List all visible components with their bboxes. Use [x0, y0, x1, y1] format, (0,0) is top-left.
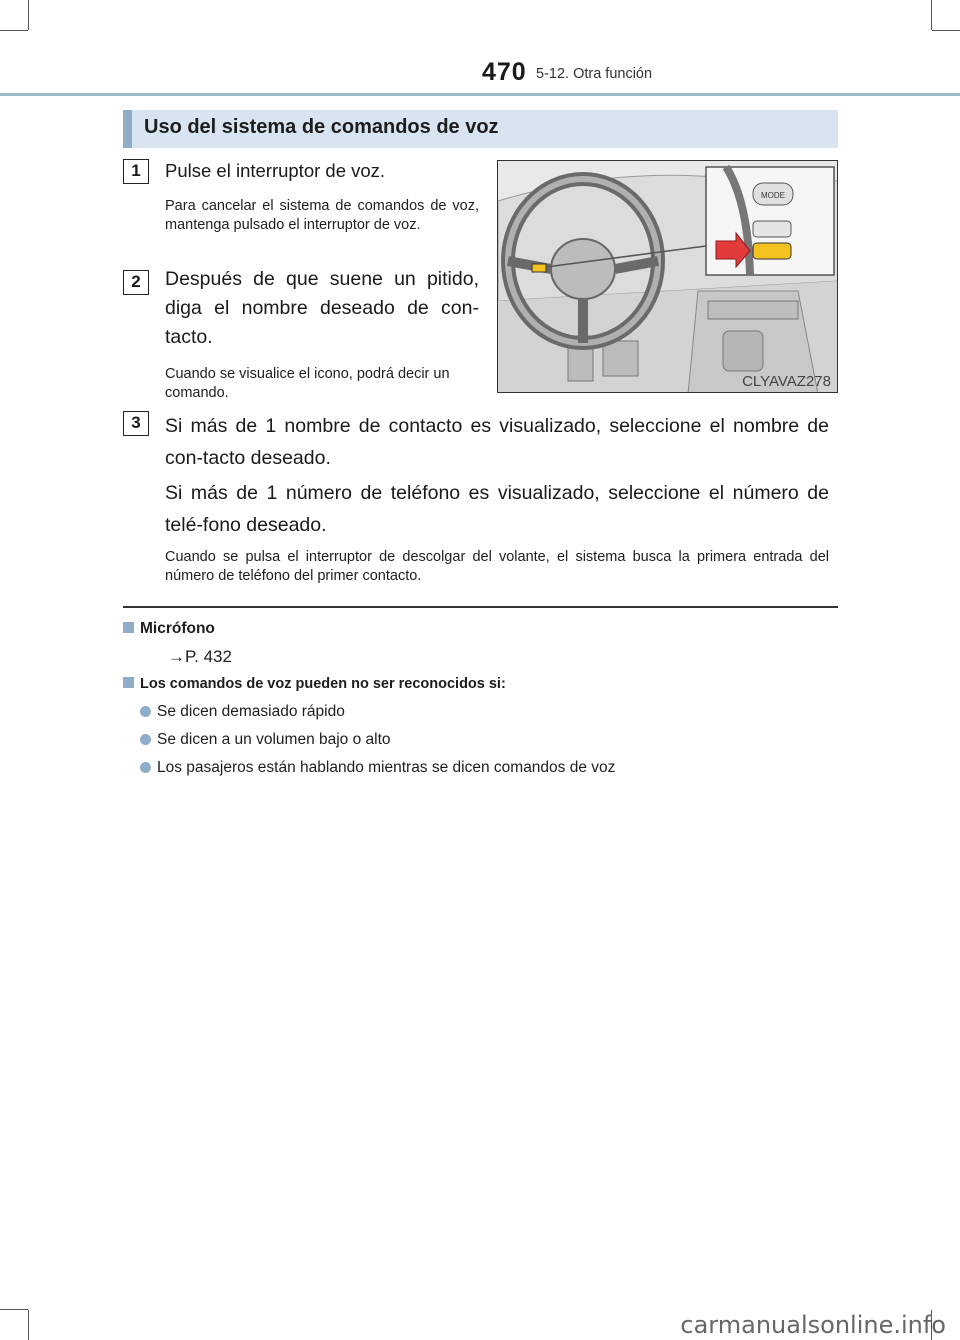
microphone-page-ref[interactable]: →P. 432: [168, 647, 232, 666]
note-heading-microphone: Micrófono: [123, 620, 215, 638]
step-1-text: Pulse el interruptor de voz.: [165, 160, 386, 181]
dashboard-illustration: [497, 160, 838, 393]
list-item: Se dicen a un volumen bajo o alto: [140, 731, 391, 749]
crop-mark: [0, 1309, 28, 1310]
footer-watermark: carmanualsonline.info: [680, 1311, 946, 1339]
crop-mark: [931, 0, 932, 30]
note-heading-voice-commands: Los comandos de voz pueden no ser reconocidos si:: [123, 676, 506, 692]
list-item: Los pasajeros están hablando mientras se dicen comandos de voz: [140, 759, 615, 777]
header-divider: [0, 93, 960, 96]
section-header: [123, 110, 838, 148]
step-3-text-2: Si más de 1 número de teléfono es visualizado, seleccione el número de telé-fono deseado.: [165, 482, 829, 536]
crop-mark: [932, 30, 960, 31]
square-bullet-icon: [123, 622, 134, 633]
steering-wheel-figure: [498, 161, 838, 393]
step-3-note: Cuando se pulsa el interruptor de descolgar del volante, el sistema busca la primera entrada del número de teléfono del primer contacto.: [165, 549, 829, 584]
round-bullet-icon: [140, 762, 151, 773]
square-bullet-icon: [123, 677, 134, 688]
step-1-note: Para cancelar el sistema de comandos de voz, mantenga pulsado el interruptor de voz.: [165, 198, 479, 233]
section-breadcrumb: 5-12. Otra función: [536, 66, 653, 82]
step-number-2: 2: [123, 270, 149, 295]
step-number-1: 1: [123, 159, 149, 184]
figure-code: CLYAVAZ278: [742, 373, 831, 390]
crop-mark: [28, 0, 29, 30]
round-bullet-icon: [140, 734, 151, 745]
step-2-text: Después de que suene un pitido, diga el nombre deseado de con-tacto.: [165, 268, 479, 348]
step-3-text: Si más de 1 nombre de contacto es visualizado, seleccione el nombre de con-tacto deseado.: [165, 415, 829, 469]
step-number-3: 3: [123, 411, 149, 436]
list-item: Se dicen demasiado rápido: [140, 703, 345, 721]
crop-mark: [0, 30, 28, 31]
round-bullet-icon: [140, 706, 151, 717]
page-number: 470: [482, 58, 527, 86]
notes-divider: [123, 606, 838, 608]
step-2-note: Cuando se visualice el icono, podrá decir un comando.: [165, 366, 450, 401]
crop-mark: [28, 1310, 29, 1340]
section-title: Uso del sistema de comandos de voz: [144, 116, 499, 138]
mode-button-label: MODE: [761, 191, 785, 200]
